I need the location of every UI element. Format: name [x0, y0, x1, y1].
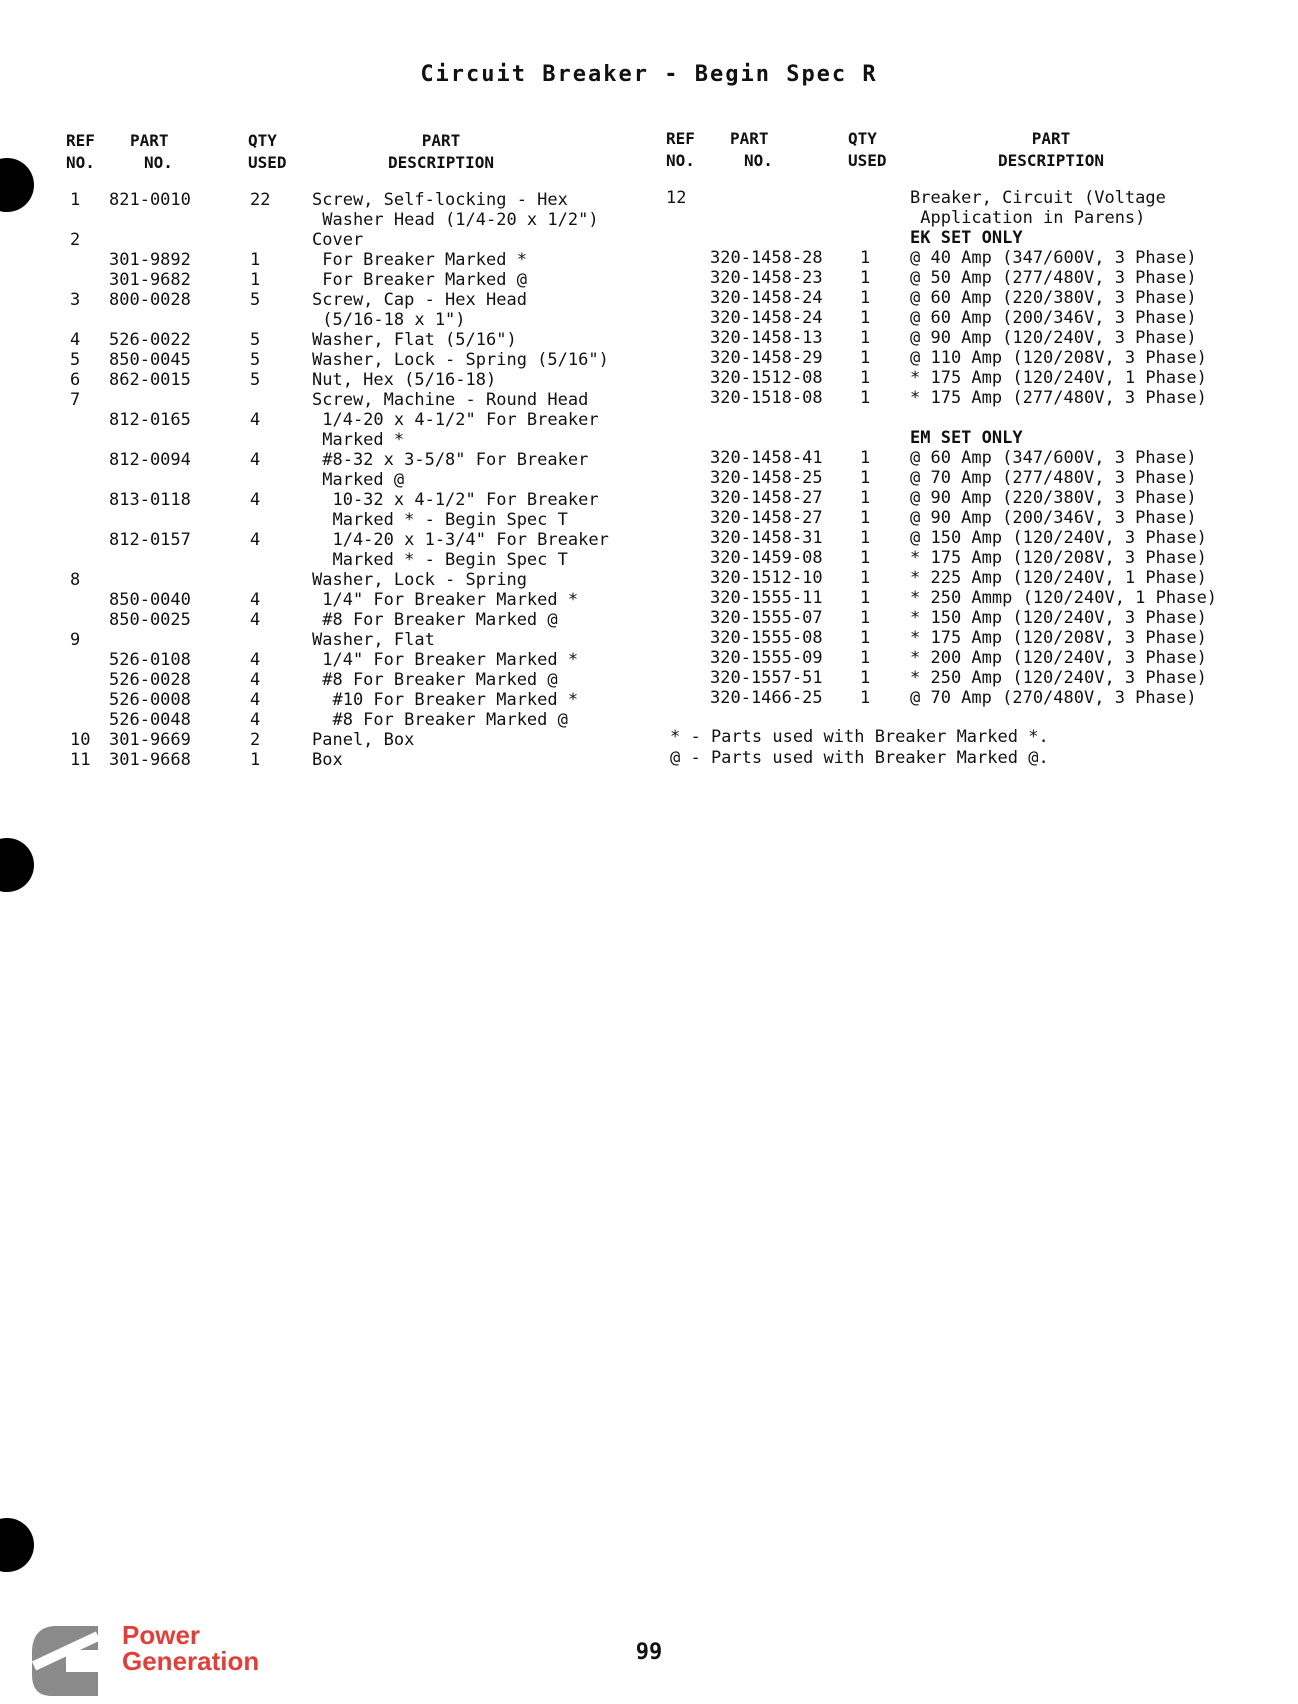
right-row: [0, 588, 1298, 608]
part-description: Box: [312, 750, 343, 770]
brand-name-line2: Generation: [122, 1646, 260, 1676]
part-description: EM SET ONLY: [910, 428, 1023, 448]
part-description: @ 50 Amp (277/480V, 3 Phase): [910, 268, 1197, 288]
part-no: 850-0040: [109, 590, 191, 610]
part-no: 812-0094: [109, 450, 191, 470]
part-description: @ 40 Amp (347/600V, 3 Phase): [910, 248, 1197, 268]
right-row: [0, 348, 1298, 368]
part-description: Washer, Flat: [312, 630, 435, 650]
right-row: [0, 408, 1298, 428]
ref-no: 10: [70, 730, 91, 750]
qty-used: 4: [250, 410, 261, 430]
part-description: @ 90 Amp (120/240V, 3 Phase): [910, 328, 1197, 348]
qty-used: 1: [860, 688, 871, 708]
part-description: #8-32 x 3-5/8" For Breaker: [312, 450, 589, 470]
right-row: [0, 548, 1298, 568]
qty-used: 4: [250, 650, 261, 670]
qty-used: 1: [860, 568, 871, 588]
part-no: 320-1555-11: [710, 588, 823, 608]
qty-used: 1: [860, 288, 871, 308]
part-description: Marked *: [312, 430, 405, 450]
part-no: 320-1458-27: [710, 508, 823, 528]
part-description: 1/4" For Breaker Marked *: [312, 650, 579, 670]
part-description: Marked * - Begin Spec T: [312, 550, 568, 570]
right-row: [0, 208, 1298, 228]
part-description: @ 90 Amp (220/380V, 3 Phase): [910, 488, 1197, 508]
right-header-qty: QTY USED: [848, 129, 887, 170]
qty-used: 4: [250, 450, 261, 470]
part-no: 320-1458-23: [710, 268, 823, 288]
part-no: 320-1555-08: [710, 628, 823, 648]
right-row: [0, 188, 1298, 208]
part-description: Screw, Machine - Round Head: [312, 390, 589, 410]
right-row: [0, 608, 1298, 628]
part-no: 320-1557-51: [710, 668, 823, 688]
ref-no: 9: [70, 630, 81, 650]
part-no: 320-1518-08: [710, 388, 823, 408]
part-description: @ 60 Amp (200/346V, 3 Phase): [910, 308, 1197, 328]
part-description: * 250 Amp (120/240V, 3 Phase): [910, 668, 1207, 688]
qty-used: 1: [860, 368, 871, 388]
qty-used: 22: [250, 190, 271, 210]
part-no: 320-1512-10: [710, 568, 823, 588]
qty-used: 4: [250, 670, 261, 690]
right-row: [0, 688, 1298, 708]
brand-name-line1: Power: [122, 1620, 201, 1650]
ref-no: 12: [666, 188, 687, 208]
right-header-ref: REF NO.: [666, 129, 695, 170]
part-no: 862-0015: [109, 370, 191, 390]
qty-used: 1: [860, 648, 871, 668]
punch-hole: [0, 838, 34, 892]
left-header-qty: QTY USED: [248, 131, 287, 172]
ref-no: 8: [70, 570, 81, 590]
part-description: 1/4-20 x 4-1/2" For Breaker: [312, 410, 599, 430]
part-no: 320-1466-25: [710, 688, 823, 708]
part-no: 301-9669: [109, 730, 191, 750]
qty-used: 1: [860, 308, 871, 328]
right-header-description: PART DESCRIPTION: [998, 129, 1104, 170]
part-description: @ 60 Amp (347/600V, 3 Phase): [910, 448, 1197, 468]
right-row: [0, 448, 1298, 468]
part-no: 812-0165: [109, 410, 191, 430]
part-description: * 225 Amp (120/240V, 1 Phase): [910, 568, 1207, 588]
right-row: [0, 668, 1298, 688]
qty-used: 1: [250, 270, 261, 290]
qty-used: 5: [250, 290, 261, 310]
page-title: Circuit Breaker - Begin Spec R: [420, 62, 878, 87]
right-row: [0, 228, 1298, 248]
qty-used: 4: [250, 690, 261, 710]
part-no: 320-1459-08: [710, 548, 823, 568]
right-row: [0, 368, 1298, 388]
qty-used: 1: [860, 588, 871, 608]
part-description: * 200 Amp (120/240V, 3 Phase): [910, 648, 1207, 668]
part-no: 320-1458-29: [710, 348, 823, 368]
right-row: [0, 288, 1298, 308]
part-no: 320-1512-08: [710, 368, 823, 388]
part-no: 320-1458-13: [710, 328, 823, 348]
ref-no: 6: [70, 370, 81, 390]
part-no: 526-0008: [109, 690, 191, 710]
right-row: [0, 308, 1298, 328]
qty-used: 1: [860, 608, 871, 628]
part-description: EK SET ONLY: [910, 228, 1023, 248]
qty-used: 1: [860, 268, 871, 288]
right-row: [0, 428, 1298, 448]
right-row: [0, 628, 1298, 648]
part-description: 1/4" For Breaker Marked *: [312, 590, 579, 610]
ref-no: 3: [70, 290, 81, 310]
part-description: @ 110 Amp (120/208V, 3 Phase): [910, 348, 1207, 368]
part-description: Panel, Box: [312, 730, 415, 750]
part-no: 320-1458-24: [710, 308, 823, 328]
qty-used: 1: [860, 528, 871, 548]
part-description: * 250 Ammp (120/240V, 1 Phase): [910, 588, 1218, 608]
right-row: [0, 268, 1298, 288]
part-description: Washer, Lock - Spring (5/16"): [312, 350, 609, 370]
qty-used: 1: [860, 348, 871, 368]
ref-no: 7: [70, 390, 81, 410]
part-description: * 175 Amp (120/208V, 3 Phase): [910, 548, 1207, 568]
qty-used: 1: [860, 448, 871, 468]
part-description: For Breaker Marked @: [312, 270, 527, 290]
right-row: [0, 328, 1298, 348]
note-asterisk: * - Parts used with Breaker Marked *.: [670, 727, 1049, 747]
part-description: Washer, Flat (5/16"): [312, 330, 517, 350]
qty-used: 1: [860, 468, 871, 488]
part-description: For Breaker Marked *: [312, 250, 527, 270]
right-row: [0, 528, 1298, 548]
qty-used: 1: [860, 488, 871, 508]
note-at: @ - Parts used with Breaker Marked @.: [670, 748, 1049, 768]
part-no: 526-0022: [109, 330, 191, 350]
part-description: @ 90 Amp (200/346V, 3 Phase): [910, 508, 1197, 528]
part-description: #8 For Breaker Marked @: [312, 610, 558, 630]
ref-no: 4: [70, 330, 81, 350]
part-description: #8 For Breaker Marked @: [312, 710, 568, 730]
part-description: @ 150 Amp (120/240V, 3 Phase): [910, 528, 1207, 548]
ref-no: 2: [70, 230, 81, 250]
part-description: Screw, Cap - Hex Head: [312, 290, 527, 310]
punch-hole: [0, 1518, 34, 1572]
part-no: 850-0025: [109, 610, 191, 630]
part-description: @ 70 Amp (270/480V, 3 Phase): [910, 688, 1197, 708]
part-no: 320-1458-27: [710, 488, 823, 508]
part-no: 320-1555-09: [710, 648, 823, 668]
part-description: (5/16-18 x 1"): [312, 310, 466, 330]
part-description: @ 60 Amp (220/380V, 3 Phase): [910, 288, 1197, 308]
right-row: [0, 468, 1298, 488]
right-row: [0, 388, 1298, 408]
ref-no: 1: [70, 190, 81, 210]
qty-used: 5: [250, 370, 261, 390]
part-description: * 175 Amp (120/240V, 1 Phase): [910, 368, 1207, 388]
part-no: 301-9892: [109, 250, 191, 270]
part-no: 821-0010: [109, 190, 191, 210]
part-description: Cover: [312, 230, 364, 250]
part-description: Nut, Hex (5/16-18): [312, 370, 497, 390]
part-no: 526-0108: [109, 650, 191, 670]
qty-used: 1: [860, 628, 871, 648]
part-description: #10 For Breaker Marked *: [312, 690, 579, 710]
part-description: Breaker, Circuit (Voltage: [910, 188, 1166, 208]
part-description: 1/4-20 x 1-3/4" For Breaker: [312, 530, 609, 550]
part-description: * 175 Amp (120/208V, 3 Phase): [910, 628, 1207, 648]
right-row: [0, 568, 1298, 588]
part-description: * 150 Amp (120/240V, 3 Phase): [910, 608, 1207, 628]
part-description: Screw, Self-locking - Hex: [312, 190, 568, 210]
part-description: #8 For Breaker Marked @: [312, 670, 558, 690]
left-header-ref: REF NO.: [66, 131, 95, 172]
part-no: 320-1458-31: [710, 528, 823, 548]
right-header-part: PART NO.: [730, 129, 773, 170]
part-no: 320-1458-41: [710, 448, 823, 468]
qty-used: 4: [250, 610, 261, 630]
qty-used: 1: [860, 548, 871, 568]
part-description: Marked @: [312, 470, 405, 490]
right-row: [0, 648, 1298, 668]
ref-no: 5: [70, 350, 81, 370]
part-no: 850-0045: [109, 350, 191, 370]
ref-no: 11: [70, 750, 91, 770]
part-description: Washer, Lock - Spring: [312, 570, 527, 590]
part-no: 813-0118: [109, 490, 191, 510]
part-description: Application in Parens): [910, 208, 1146, 228]
part-no: 526-0048: [109, 710, 191, 730]
part-no: 301-9668: [109, 750, 191, 770]
qty-used: 1: [860, 388, 871, 408]
part-no: 812-0157: [109, 530, 191, 550]
part-description: * 175 Amp (277/480V, 3 Phase): [910, 388, 1207, 408]
qty-used: 1: [860, 668, 871, 688]
part-description: 10-32 x 4-1/2" For Breaker: [312, 490, 599, 510]
qty-used: 5: [250, 350, 261, 370]
part-description: Washer Head (1/4-20 x 1/2"): [312, 210, 599, 230]
qty-used: 1: [250, 250, 261, 270]
qty-used: 4: [250, 710, 261, 730]
part-no: 800-0028: [109, 290, 191, 310]
part-no: 320-1458-25: [710, 468, 823, 488]
qty-used: 2: [250, 730, 261, 750]
part-description: @ 70 Amp (277/480V, 3 Phase): [910, 468, 1197, 488]
right-row: [0, 248, 1298, 268]
right-row: [0, 508, 1298, 528]
qty-used: 1: [250, 750, 261, 770]
part-no: 301-9682: [109, 270, 191, 290]
qty-used: 1: [860, 508, 871, 528]
qty-used: 4: [250, 490, 261, 510]
left-header-description: PART DESCRIPTION: [388, 131, 494, 172]
qty-used: 4: [250, 590, 261, 610]
right-row: [0, 488, 1298, 508]
qty-used: 5: [250, 330, 261, 350]
part-no: 320-1555-07: [710, 608, 823, 628]
left-header-part: PART NO.: [130, 131, 173, 172]
page-number: 99: [635, 1640, 663, 1665]
part-no: 526-0028: [109, 670, 191, 690]
qty-used: 4: [250, 530, 261, 550]
part-no: 320-1458-28: [710, 248, 823, 268]
qty-used: 1: [860, 248, 871, 268]
part-description: Marked * - Begin Spec T: [312, 510, 568, 530]
part-no: 320-1458-24: [710, 288, 823, 308]
qty-used: 1: [860, 328, 871, 348]
